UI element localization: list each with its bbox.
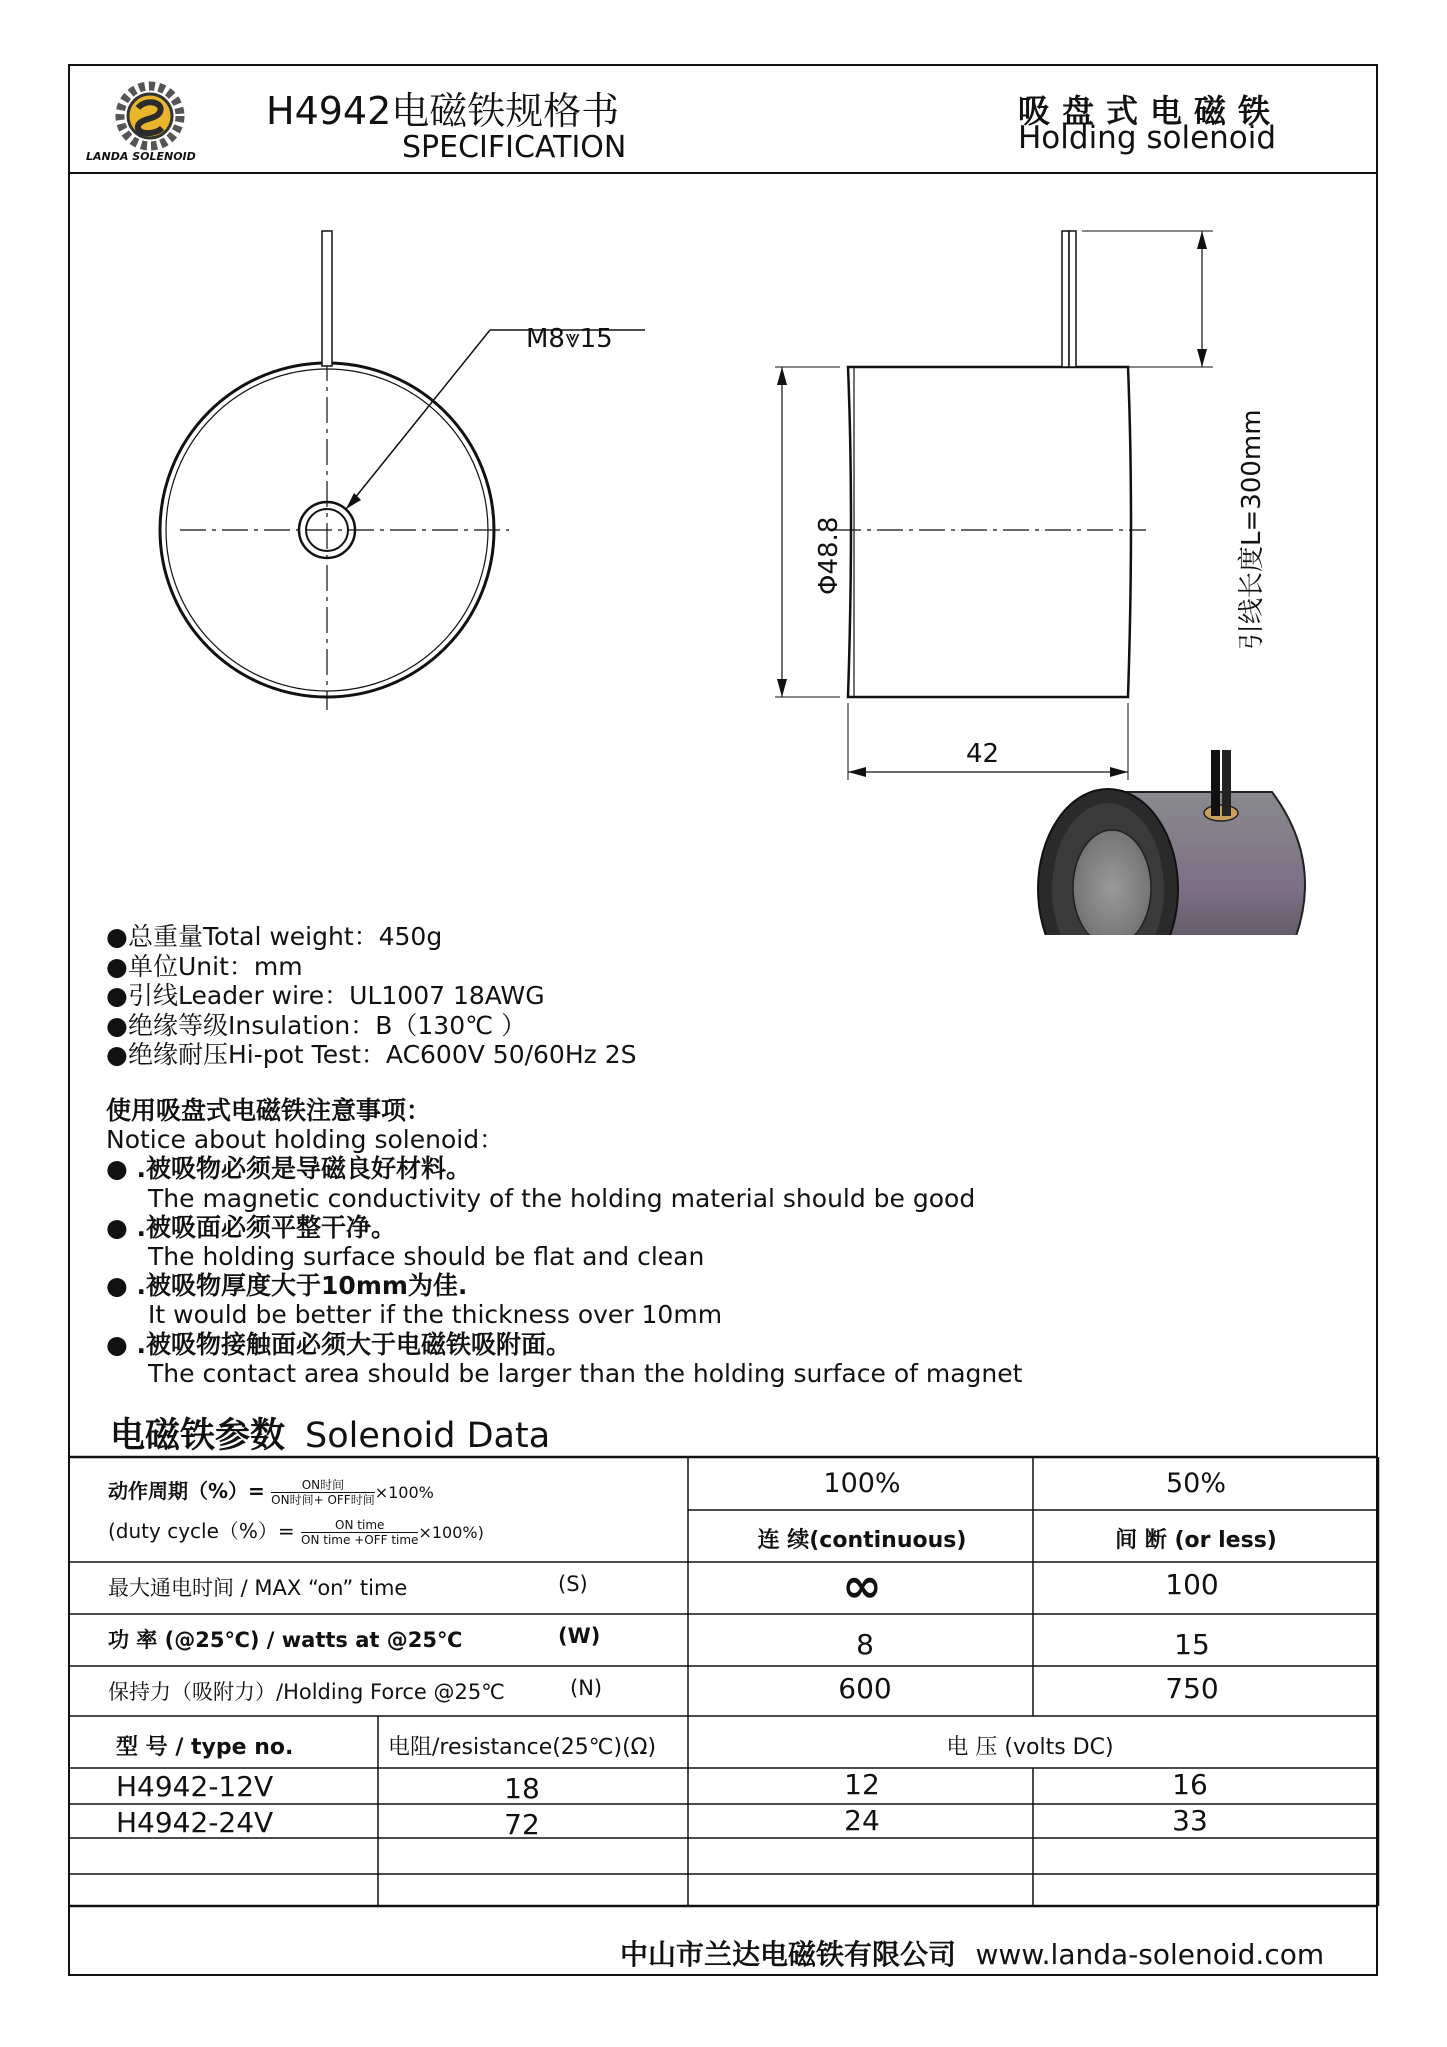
mode-intermittent: 间 断 (or less): [1115, 1528, 1277, 1553]
spec-item-unit: ●单位Unit：mm: [106, 951, 303, 981]
param-value-max-on-time-100: ∞: [842, 1558, 882, 1614]
model-type: H4942-12V: [116, 1770, 274, 1803]
model-resistance: 18: [504, 1772, 540, 1805]
notice-item-cn: ● .被吸面必须平整干净。: [106, 1212, 397, 1242]
duty-100-pct: 100%: [823, 1468, 901, 1499]
header-divider: [68, 172, 1378, 174]
technical-drawing: [68, 175, 1378, 935]
model-voltage-100: 24: [844, 1804, 880, 1837]
param-unit-max-on-time: (S): [558, 1572, 588, 1596]
model-voltage-50: 16: [1172, 1768, 1208, 1801]
footer-website[interactable]: www.landa-solenoid.com: [975, 1938, 1325, 1971]
param-label-max-on-time: 最大通电时间 / MAX “on” time: [108, 1576, 408, 1600]
duty-cycle-cn: 动作周期（%）= ON时间 ON时间+ OFF时间 ×100%: [108, 1478, 434, 1507]
front-view: [160, 231, 645, 710]
logo-text: LANDA SOLENOID: [86, 150, 196, 163]
length-label: 42: [966, 739, 1000, 769]
landa-logo-icon: [100, 76, 200, 160]
notice-title-cn: 使用吸盘式电磁铁注意事项：: [106, 1096, 432, 1125]
param-unit-watts: (W): [558, 1624, 601, 1648]
notice-item-cn: ● .被吸物接触面必须大于电磁铁吸附面。: [106, 1329, 572, 1359]
mode-continuous: 连 续(continuous): [757, 1528, 967, 1553]
spec-item-weight: ●总重量Total weight：450g: [106, 922, 443, 951]
model-voltage-100: 12: [844, 1768, 880, 1801]
footer-company: 中山市兰达电磁铁有限公司: [620, 1938, 957, 1971]
spec-item-wire: ●引线Leader wire：UL1007 18AWG: [106, 981, 545, 1010]
param-label-watts: 功 率 (@25℃) / watts at @25℃: [108, 1628, 463, 1652]
param-value-watts-50: 15: [1174, 1628, 1210, 1661]
page-title: H4942电磁铁规格书: [266, 89, 620, 133]
thread-label: M8⩔15: [526, 324, 613, 354]
notice-title-en: Notice about holding solenoid：: [106, 1125, 505, 1155]
notice-item-cn: ● .被吸物厚度大于10mm为佳.: [106, 1271, 468, 1301]
notice-item-en: The contact area should be larger than the holding surface of magnet: [148, 1358, 1023, 1388]
notice-item-en: The magnetic conductivity of the holding material should be good: [148, 1183, 976, 1213]
footer: [620, 1933, 1324, 1973]
param-value-holding-force-100: 600: [838, 1672, 892, 1705]
spec-item-insulation: ●绝缘等级Insulation：B（130℃ ）: [106, 1010, 527, 1040]
col-header-voltage: 电 压 (volts DC): [946, 1735, 1114, 1760]
solenoid-data-title: 电磁铁参数 Solenoid Data: [110, 1416, 551, 1456]
side-view: [775, 231, 1213, 780]
diameter-label: Φ48.8: [814, 516, 844, 595]
notice-item-cn: ● .被吸物必须是导磁良好材料。: [106, 1154, 472, 1184]
duty-cycle-en: (duty cycle（%）= ON time ON time +OFF time ×100%): [108, 1518, 484, 1547]
notice-section: [106, 1096, 1022, 1388]
product-type-cn: 吸盘式电磁铁: [1018, 92, 1283, 130]
col-header-resistance: 电阻/resistance(25℃)(Ω): [388, 1735, 657, 1760]
param-label-holding-force: 保持力（吸附力）/Holding Force @25℃: [108, 1680, 505, 1704]
param-value-watts-100: 8: [856, 1628, 874, 1661]
col-header-type: 型 号 / type no.: [116, 1735, 294, 1760]
solenoid-3d-render: [1038, 750, 1305, 935]
notice-item-en: It would be better if the thickness over 10mm: [148, 1300, 723, 1330]
model-type: H4942-24V: [116, 1806, 274, 1839]
spec-item-hipot: ●绝缘耐压Hi-pot Test：AC600V 50/60Hz 2S: [106, 1040, 637, 1069]
param-value-max-on-time-50: 100: [1165, 1568, 1219, 1601]
model-voltage-50: 33: [1172, 1804, 1208, 1837]
param-unit-holding-force: (N): [570, 1676, 603, 1700]
model-resistance: 72: [504, 1808, 540, 1841]
page-subtitle: SPECIFICATION: [402, 130, 627, 165]
spec-list: [106, 922, 636, 1070]
notice-item-en: The holding surface should be flat and clean: [148, 1242, 705, 1272]
product-type-en: Holding solenoid: [1018, 120, 1277, 156]
duty-50-pct: 50%: [1165, 1468, 1227, 1499]
lead-length-label: 引线长度L=300mm: [1237, 409, 1267, 650]
param-value-holding-force-50: 750: [1165, 1672, 1219, 1705]
